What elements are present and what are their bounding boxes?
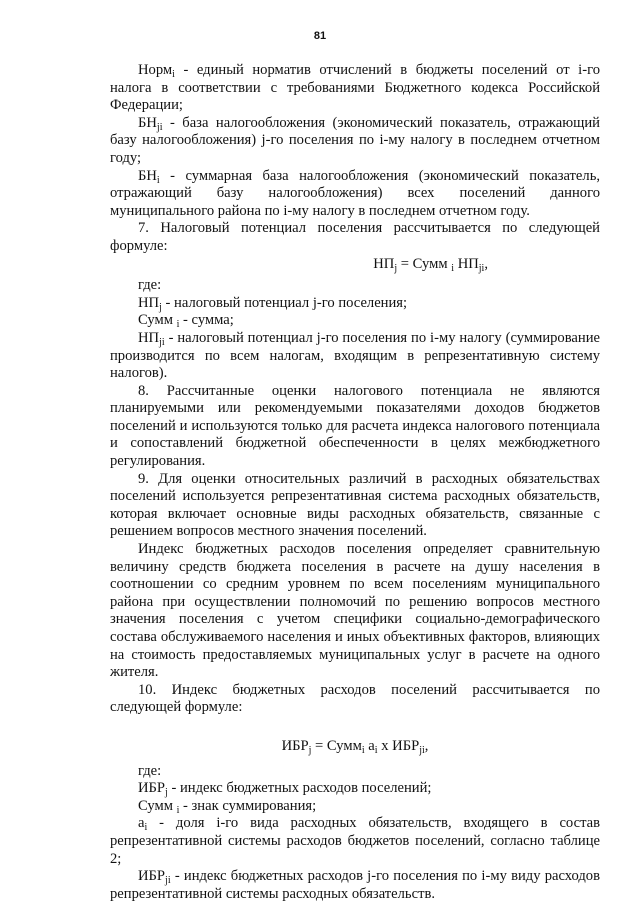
paragraph-budget-expenditure-index: Индекс бюджетных расходов поселения определяет сравнительную величину средств бюджета поселения в расчете на душу населения в соотношении со средним уровнем по всем поселениям муниципального района при осуществлении полномочий по решению вопросов местного значения поселения с учетом специфики социально-демографического состава обслуживаемого населения и иных объективных факторов, влияющих на стоимость предоставляемых муниципальных услуг в расчете на одного жителя.: [110, 541, 600, 681]
paragraph-norm-definition: Норм$_i$ - единый норматив отчислений в бюджеты поселений от i-го налога в соответствии с требованиями Бюджетного кодекса Российской Федерации;: [110, 62, 600, 114]
paragraph-bn-ji-definition: $БН_{ji}$ - база налогообложения (экономический показатель, отражающий базу налогообложения) j-го поселения по i-му налогу в последнем отчетном году;: [110, 114, 600, 166]
where-label-1: где:: [138, 277, 162, 294]
page-number: 81: [313, 30, 327, 42]
paragraph-item-8: 8. Рассчитанные оценки налогового потенциала не являются планируемыми или рекомендуемыми показателями доходов бюджетов поселений и используются только для расчета индекса налогового потенциала и сопоставлений бюджетной обеспеченности в целях межбюджетного регулирования.: [110, 382, 600, 470]
formula-tax-potential: $НП_j$ = Сумм $_i$ $НП_{ji}$,: [373, 255, 488, 274]
paragraph-np-j-definition: $НП_j$ - налоговый потенциал j-го поселения;: [138, 294, 408, 313]
paragraph-item-10: 10. Индекс бюджетных расходов поселений рассчитывается по следующей формуле:: [110, 681, 600, 716]
paragraph-bn-i-definition: $БН_i$ - суммарная база налогообложения (экономический показатель, отражающий базу налогообложения) всех поселений данного муниципального района по i-му налогу в последнем отчетном году.: [110, 167, 600, 219]
paragraph-ibr-ji-definition: $ИБР_{ji}$ - индекс бюджетных расходов j-го поселения по i-му виду расходов репрезентативной системы расходных обязательств.: [110, 868, 600, 902]
paragraph-ibr-j-definition: $ИБР_j$ - индекс бюджетных расходов поселений;: [138, 780, 432, 799]
paragraph-summ-definition: Сумм $_i$ - сумма;: [138, 312, 234, 331]
paragraph-a-i-definition: $a_i$ - доля i-го вида расходных обязательств, входящего в состав репрезентативной системы расходов бюджетов поселений, согласно таблице 2;: [110, 815, 600, 867]
paragraph-np-ji-definition: $НП_{ji}$ - налоговый потенциал j-го поселения по i-му налогу (суммирование производится по всем налогам, входящим в репрезентативную систему налогов).: [110, 329, 600, 382]
paragraph-item-7: 7. Налоговый потенциал поселения рассчитывается по следующей формуле:: [110, 220, 600, 254]
formula-budget-expenditure-index: $ИБР_j$ = Сумм$_i$ $a_i$ x $ИБР_{ji}$,: [281, 737, 429, 756]
where-label-2: где:: [138, 762, 162, 779]
paragraph-item-9: 9. Для оценки относительных различий в расходных обязательствах поселений используется репрезентативная система расходных обязательств, которая включает основные виды расходных обязательств, связанные с решением вопросов местного значения поселений.: [110, 470, 600, 540]
paragraph-summ-sign-definition: Сумм $_i$ - знак суммирования;: [138, 797, 317, 816]
document-body: [110, 62, 600, 903]
